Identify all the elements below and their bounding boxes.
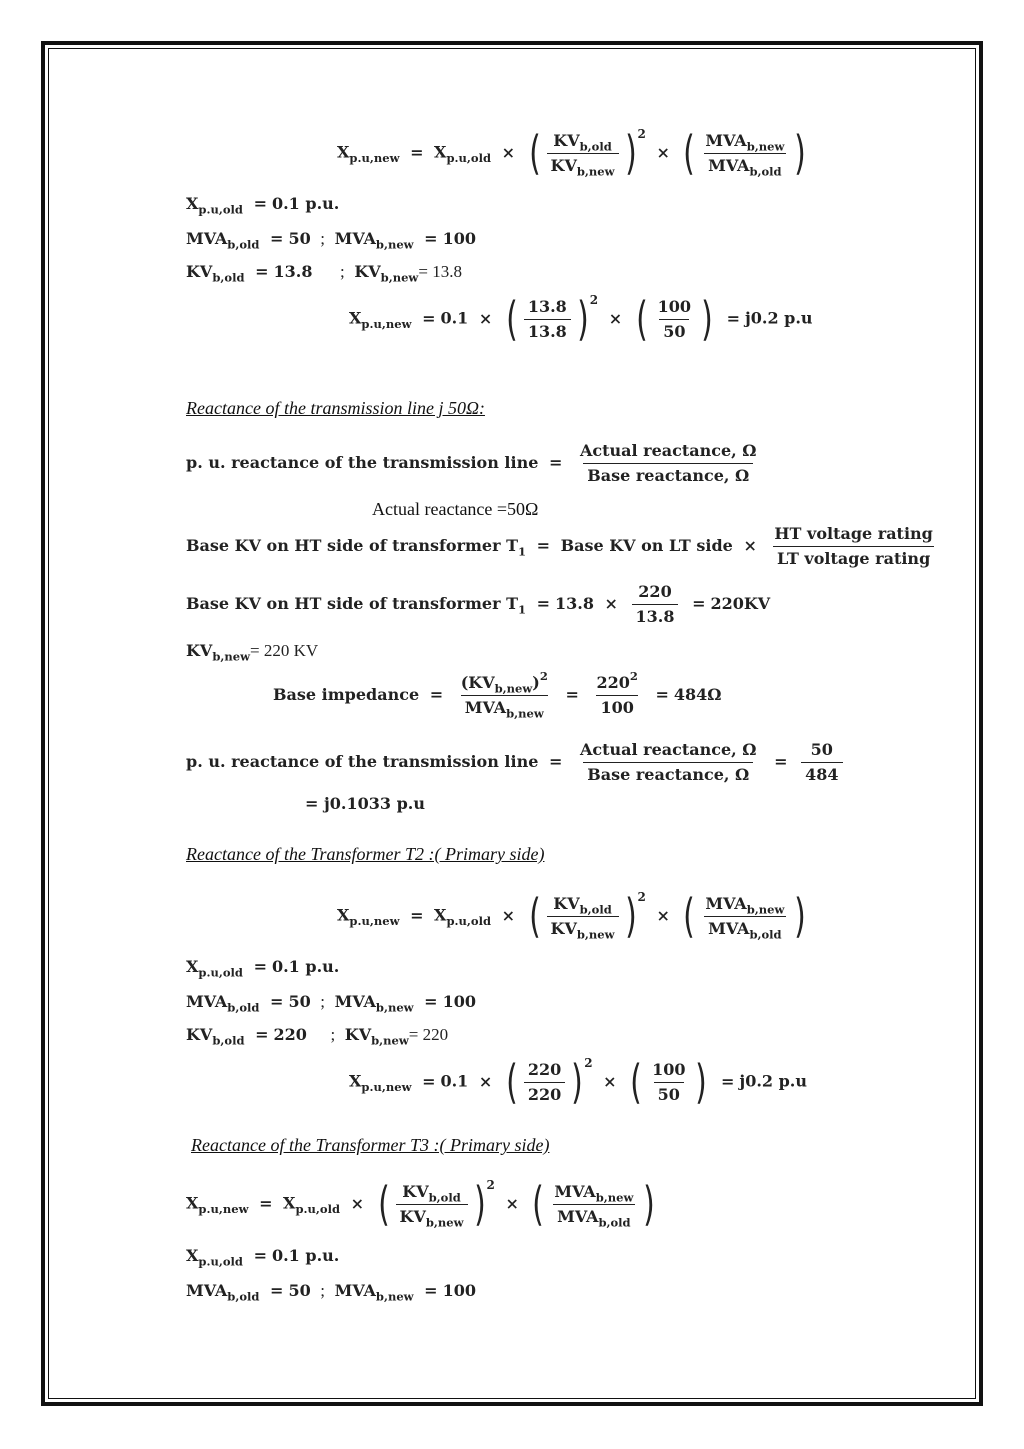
pu-reactance-formula: p. u. reactance of the transmission line = $\frac{\text{Actual reactance, Ω}}{\text{Base reactance, Ω}}$ bbox=[186, 441, 757, 485]
transformer-t3-heading: Reactance of the Transformer T3 :( Primary side) bbox=[191, 1135, 550, 1155]
conversion-formula-2: $X_{p.u,new} = X_{p.u,old}$ × ( $\frac{KV_{b,old}}{KV_{b,new}}$ ) 2 × ( $\frac{MVA_{b,new}}{MVA_{b,old}}$ ) bbox=[337, 889, 807, 943]
transformer-t2-heading: Reactance of the Transformer T2 :( Primary side) bbox=[186, 844, 545, 864]
base-impedance-formula: Base impedance = $\frac{(KV_{b,new})^2}{MVA_{b,new}}$ = $\frac{220^2}{100}$ = 484Ω bbox=[273, 668, 722, 721]
x-old-line-3: $X_{p.u,old} = 0.1$ p.u. bbox=[186, 1246, 340, 1269]
result-formula-1: $X_{p.u,new} = 0.1$ × ( $\frac{13.8}{13.8}$ ) 2 × ( $\frac{100}{50}$ ) = j0.2 p.u bbox=[349, 292, 813, 346]
mva-line-2: $MVA_{b,old} = 50$ ; $MVA_{b,new} = 100$ bbox=[186, 992, 476, 1015]
x-old-line-1: $X_{p.u,old} = 0.1$ p.u. bbox=[186, 194, 340, 217]
mva-line-3: $MVA_{b,old} = 50$ ; $MVA_{b,new} = 100$ bbox=[186, 1281, 476, 1304]
kv-line-2: $KV_{b,old} = 220$ ; $KV_{b,new}= 220$ bbox=[186, 1025, 449, 1048]
x-old-line-2: $X_{p.u,old} = 0.1$ p.u. bbox=[186, 957, 340, 980]
base-kv-calculation: Base KV on HT side of transformer $T_1 = 13.8$ × $\frac{220}{13.8}$ = 220KV bbox=[186, 582, 771, 626]
kv-new-line: $KV_{b,new}= 220$ KV bbox=[186, 641, 319, 664]
conversion-formula-3: $X_{p.u,new} = X_{p.u,old}$ × ( $\frac{KV_{b,old}}{KV_{b,new}}$ ) 2 × ( $\frac{MVA_{b,new}}{MVA_{b,old}}$ ) bbox=[186, 1177, 656, 1231]
conversion-formula-1: $X_{p.u,new} = X_{p.u,old}$ × ( $\frac{KV_{b,old}}{KV_{b,new}}$ ) 2 × ( $\frac{MVA_{b,new}}{MVA_{b,old}}$ ) bbox=[337, 126, 807, 180]
result-formula-2: $X_{p.u,new} = 0.1$ × ( $\frac{220}{220}$ ) 2 × ( $\frac{100}{50}$ ) = j0.2 p.u bbox=[349, 1055, 807, 1109]
actual-reactance-line: Actual reactance =50Ω bbox=[372, 499, 539, 519]
kv-line-1: $KV_{b,old} = 13.8$ ; $KV_{b,new}= 13.8$ bbox=[186, 262, 462, 285]
base-kv-formula: Base KV on HT side of transformer $T_1$ = Base KV on LT side × $\frac{\text{HT voltage rating}}{\text{LT voltage rating}}$ bbox=[186, 524, 933, 568]
pu-reactance-calculation: p. u. reactance of the transmission line = $\frac{\text{Actual reactance, Ω}}{\text{Base reactance, Ω}}$ = $\frac{50}{484}$ bbox=[186, 742, 846, 783]
mva-line-1: $MVA_{b,old} = 50$ ; $MVA_{b,new} = 100$ bbox=[186, 229, 476, 252]
transmission-line-heading: Reactance of the transmission line j 50Ω: bbox=[186, 398, 485, 418]
pu-reactance-result: = j0.1033 p.u bbox=[305, 794, 425, 813]
